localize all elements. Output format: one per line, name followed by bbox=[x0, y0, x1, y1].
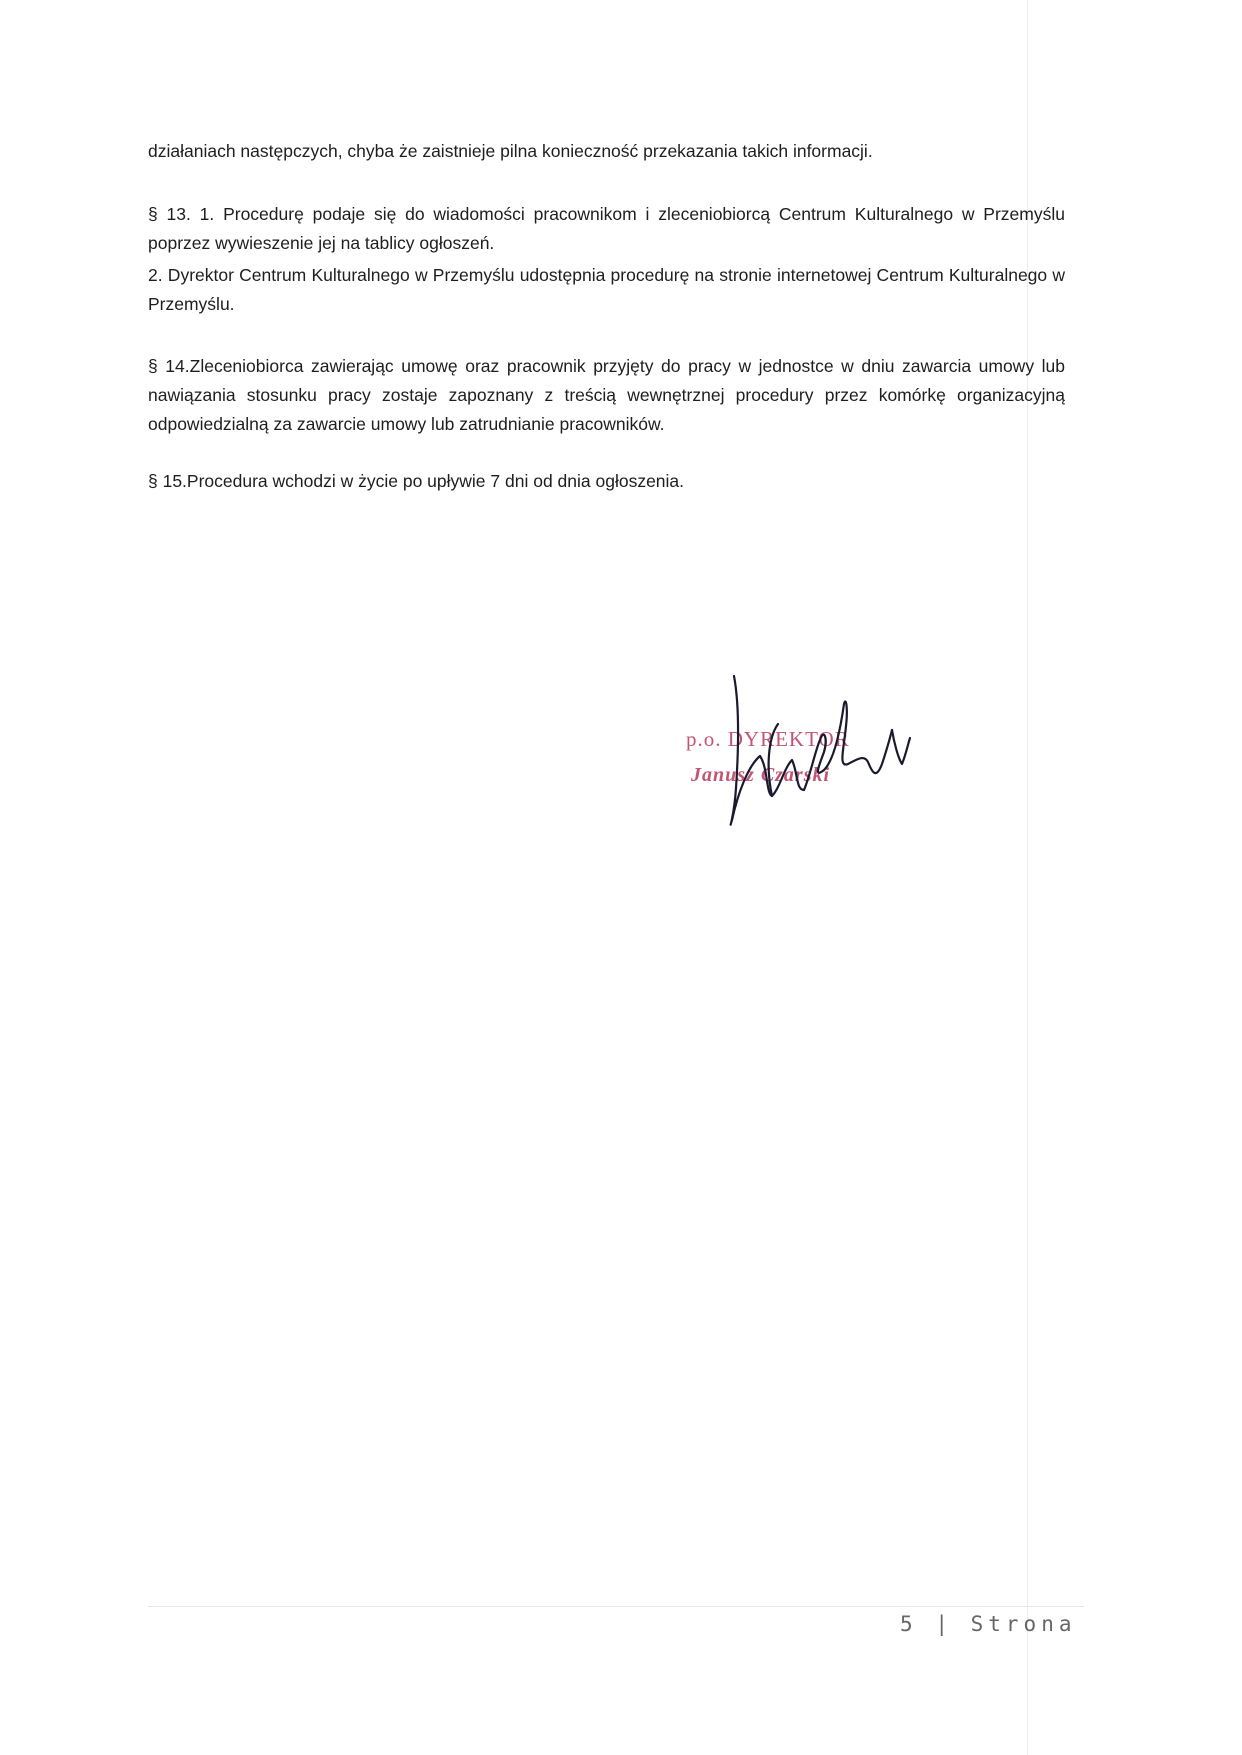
paragraph-section-15: § 15.Procedura wchodzi w życie po upływie 7 dni od dnia ogłoszenia. bbox=[148, 471, 685, 491]
paragraph-section-14: § 14.Zleceniobiorca zawierając umowę oraz pracownik przyjęty do pracy w jednostce w dniu zawarcia umowy lub nawiązania stosunku pracy zostaje zapoznany z treścią wewnętrznej procedury przez komórkę organizacyjną odpowiedzialną za zawarcie umowy lub zatrudnianie pracowników. bbox=[148, 356, 1065, 434]
paragraph-intro: działaniach następczych, chyba że zaistnieje pilna konieczność przekazania takich informacji. bbox=[148, 141, 873, 161]
stamp-name: Janusz Czarski bbox=[691, 764, 831, 786]
handwritten-signature bbox=[668, 668, 928, 838]
stamp-title: p.o. DYREKTOR bbox=[686, 727, 850, 751]
page-footer bbox=[900, 1612, 1095, 1636]
paragraph-section-13-1: § 13. 1. Procedurę podaje się do wiadomości pracownikom i zleceniobiorcą Centrum Kulturalnego w Przemyślu poprzez wywieszenie jej na tablicy ogłoszeń. bbox=[148, 204, 1065, 253]
footer-rule bbox=[148, 1606, 1084, 1607]
footer-label: Strona bbox=[970, 1612, 1077, 1636]
paragraph-section-13-2: 2. Dyrektor Centrum Kulturalnego w Przemyślu udostępnia procedurę na stronie internetowej Centrum Kulturalnego w Przemyślu. bbox=[148, 265, 1065, 314]
page-number: 5 bbox=[900, 1612, 918, 1636]
footer-separator: | bbox=[935, 1612, 953, 1636]
